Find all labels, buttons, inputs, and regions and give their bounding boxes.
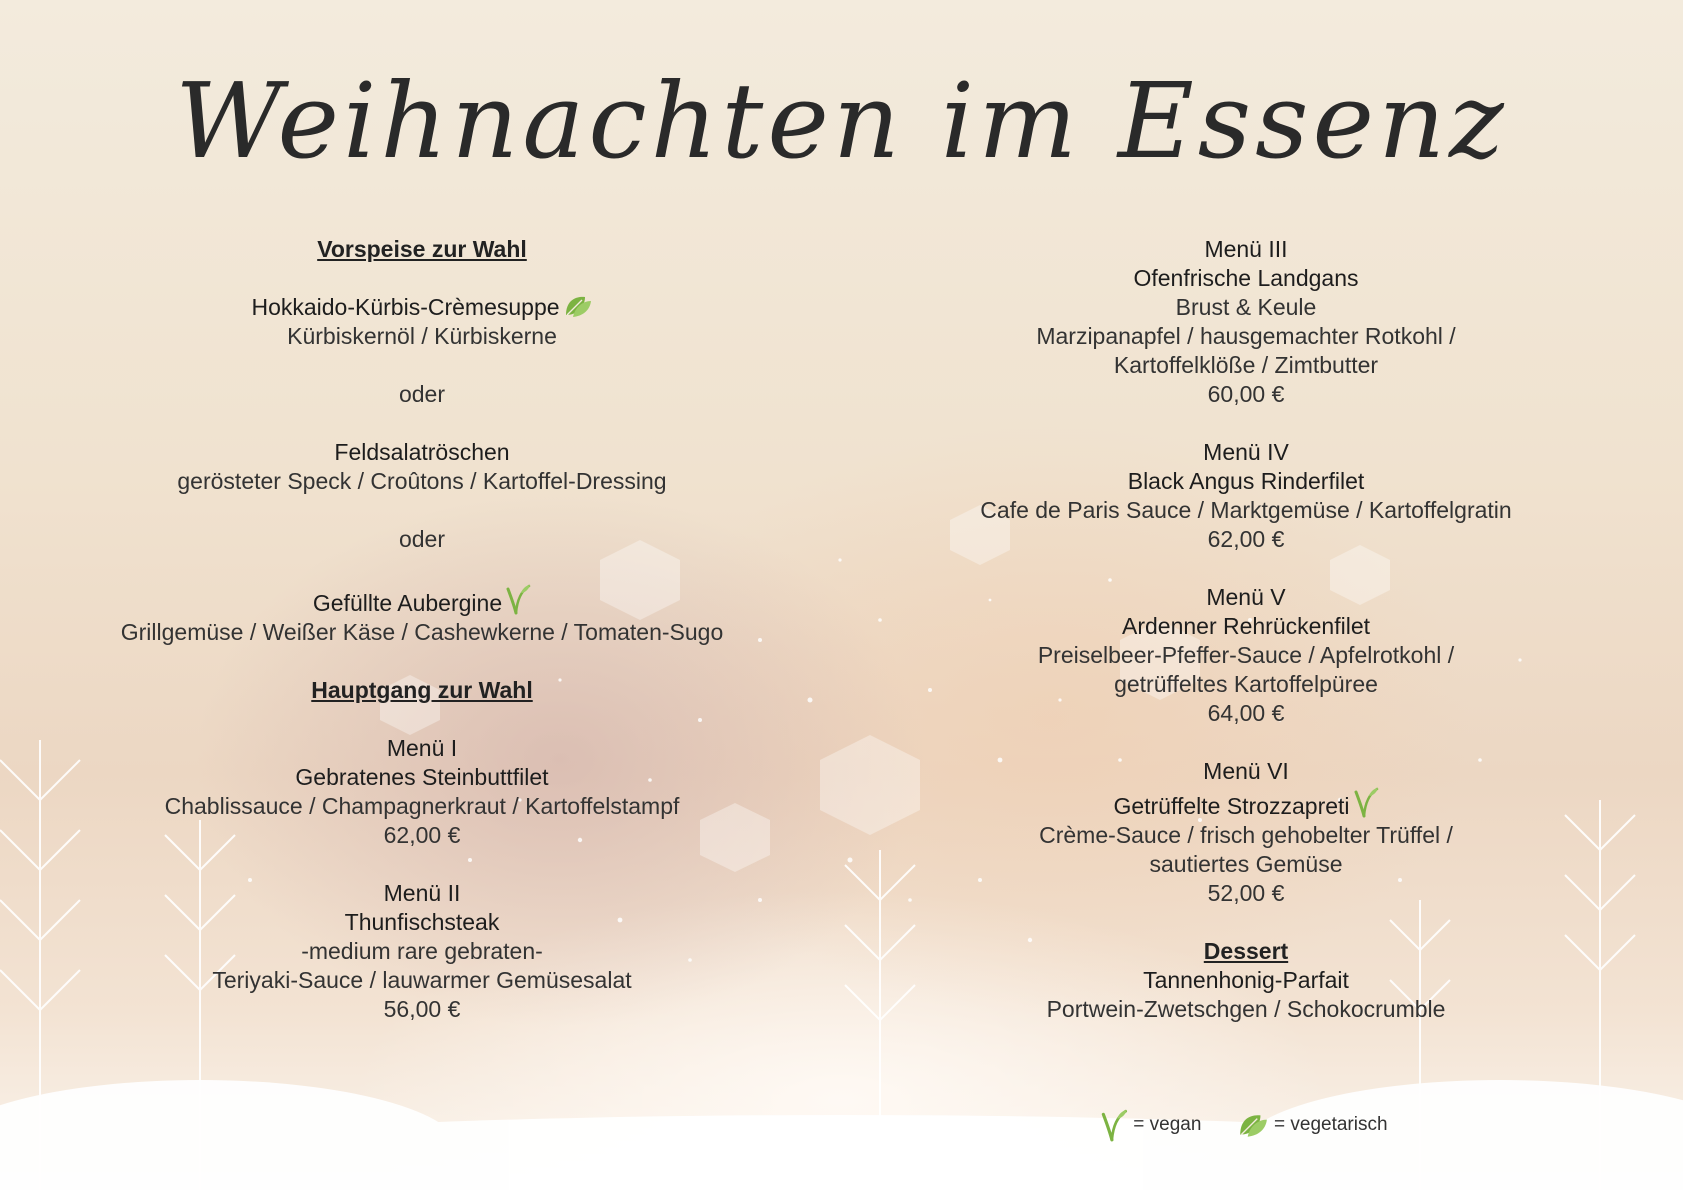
dish-description: Marzipanapfel / hausgemachter Rotkohl / <box>1036 323 1456 349</box>
or-divider <box>52 525 792 554</box>
main-heading: Hauptgang zur Wahl <box>311 677 533 703</box>
legend-vegetarian-label: = vegetarisch <box>1274 1114 1388 1135</box>
dish-name: Feldsalatröschen <box>334 439 510 465</box>
legend-vegetarian <box>1237 1111 1388 1139</box>
dish-price: 62,00 € <box>1207 526 1285 552</box>
menu-item <box>896 235 1596 409</box>
dish-price: 64,00 € <box>1207 700 1285 726</box>
dish-name: Getrüffelte Strozzapreti <box>896 786 1596 821</box>
page-title: Weihnachten im Essenz <box>175 60 1508 182</box>
sprout-v-icon <box>505 583 531 615</box>
or-label: oder <box>398 526 446 552</box>
sprout-v-icon <box>1353 786 1379 818</box>
dessert-section <box>896 937 1596 1024</box>
menu-item <box>896 438 1596 554</box>
or-label: oder <box>398 381 446 407</box>
dish-description: sautiertes Gemüse <box>1149 851 1343 877</box>
starter-heading: Vorspeise zur Wahl <box>317 236 527 262</box>
menu-item <box>52 293 792 351</box>
dish-description: getrüffeltes Kartoffelpüree <box>1114 671 1378 697</box>
dish-price: 62,00 € <box>383 822 461 848</box>
dish-name: Ardenner Rehrückenfilet <box>1121 613 1371 639</box>
dish-name: Thunfischsteak <box>344 909 500 935</box>
dish-name: Gefüllte Aubergine <box>52 583 792 618</box>
leaf-icon <box>563 293 593 319</box>
dish-description: Brust & Keule <box>1175 294 1317 320</box>
menu-label: Menü VI <box>1203 758 1289 784</box>
dish-description: Kartoffelklöße / Zimtbutter <box>1113 352 1379 378</box>
dish-description: Cafe de Paris Sauce / Marktgemüse / Kartoffelgratin <box>980 497 1512 523</box>
legend-vegan-label: = vegan <box>1133 1114 1202 1135</box>
menu-label: Menü II <box>383 880 461 906</box>
dish-description: Teriyaki-Sauce / lauwarmer Gemüsesalat <box>212 967 632 993</box>
dish-name: Gebratenes Steinbuttfilet <box>295 764 549 790</box>
dish-price: 60,00 € <box>1207 381 1285 407</box>
dish-description: Chablissauce / Champagnerkraut / Kartoffelstampf <box>164 793 680 819</box>
menu-item <box>896 757 1596 908</box>
dish-name: Hokkaido-Kürbis-Crèmesuppe <box>52 293 792 322</box>
right-column <box>896 235 1596 1053</box>
menu-item <box>52 583 792 647</box>
dish-description: Grillgemüse / Weißer Käse / Cashewkerne / Tomaten-Sugo <box>120 619 724 645</box>
dish-description: -medium rare gebraten- <box>301 938 543 964</box>
menu-item <box>52 734 792 850</box>
main-section <box>52 676 792 705</box>
dish-price: 52,00 € <box>1207 880 1285 906</box>
starter-section <box>52 235 792 264</box>
dish-description: Kürbiskernöl / Kürbiskerne <box>287 323 557 349</box>
dish-name: Tannenhonig-Parfait <box>1143 967 1349 993</box>
legend <box>1100 1108 1418 1142</box>
dish-description: Preiselbeer-Pfeffer-Sauce / Apfelrotkohl / <box>1037 642 1455 668</box>
menu-label: Menü I <box>386 735 458 761</box>
dish-description: Crème-Sauce / frisch gehobelter Trüffel / <box>1039 822 1453 848</box>
dish-name: Ofenfrische Landgans <box>1133 265 1359 291</box>
dish-description: Portwein-Zwetschgen / Schokocrumble <box>1046 996 1446 1022</box>
menu-item <box>52 879 792 1024</box>
leaf-icon <box>1237 1111 1269 1139</box>
dessert-heading: Dessert <box>1203 938 1289 964</box>
legend-vegan <box>1100 1108 1201 1142</box>
left-column <box>52 235 792 1053</box>
dish-description: gerösteter Speck / Croûtons / Kartoffel-Dressing <box>177 468 667 494</box>
dish-name: Black Angus Rinderfilet <box>1127 468 1365 494</box>
dish-price: 56,00 € <box>383 996 461 1022</box>
menu-label: Menü III <box>1204 236 1288 262</box>
menu-item <box>52 438 792 496</box>
menu-label: Menü V <box>1206 584 1286 610</box>
menu-item <box>896 583 1596 728</box>
menu-label: Menü IV <box>1203 439 1289 465</box>
sprout-v-icon <box>1100 1108 1128 1142</box>
or-divider <box>52 380 792 409</box>
